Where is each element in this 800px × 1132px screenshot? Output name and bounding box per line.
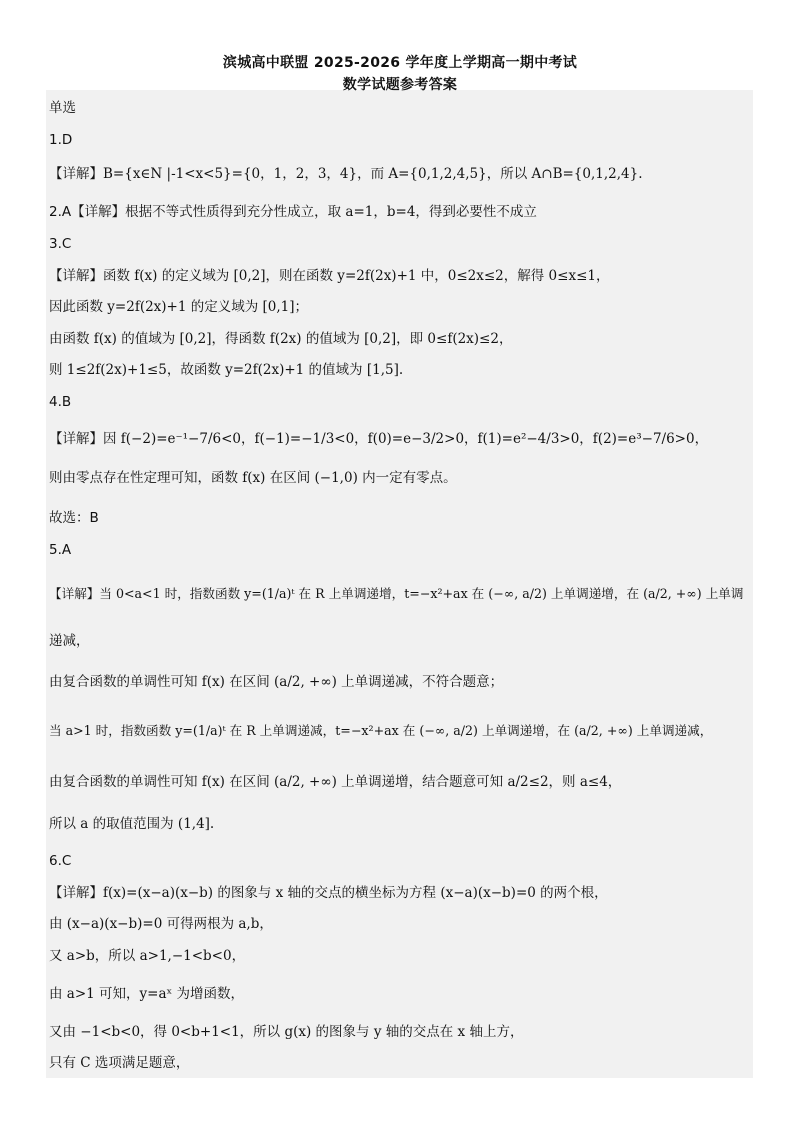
q5-line-4: 当 a>1 时，指数函数 y=(1/a)ᵗ 在 R 上单调递减，t=−x²+ax 在 (−∞, a/2) 上单调递增，在 (a/2, +∞) 上单调递减， (49, 723, 713, 738)
q4-text-1: 因 f(−2)=e⁻¹−7/6<0，f(−1)=−1/3<0，f(0)=e−3/2>0，f(1)=e²−4/3>0，f(2)=e³−7/6>0， (103, 431, 709, 447)
detail-tag: 【详解】 (49, 885, 103, 901)
answer-6: 6.C (49, 853, 72, 869)
q3-line-2: 因此函数 y=2f(2x)+1 的定义域为 [0,1]； (49, 299, 309, 315)
detail-tag: 【详解】 (49, 268, 103, 284)
q4-line-2: 则由零点存在性定理可知，函数 f(x) 在区间 (−1,0) 内一定有零点。 (49, 470, 457, 486)
q5-line-5: 由复合函数的单调性可知 f(x) 在区间 (a/2, +∞) 上单调递增，结合题意可知 a/2≤2，则 a≤4， (49, 774, 622, 790)
answer-3: 3.C (49, 236, 72, 252)
q3-text-1: 函数 f(x) 的定义域为 [0,2]，则在函数 y=2f(2x)+1 中，0≤2x≤2，解得 0≤x≤1， (103, 268, 610, 284)
q1-detail (49, 165, 643, 183)
q6-line-2: 由 (x−a)(x−b)=0 可得两根为 a,b， (49, 916, 273, 932)
detail-tag: 【详解】 (49, 586, 100, 601)
q6-line-3: 又 a>b，所以 a>1,−1<b<0， (49, 948, 246, 964)
title-line-2: 数学试题参考答案 (342, 77, 458, 93)
section-label: 单选 (49, 100, 76, 116)
q6-line-1 (49, 884, 608, 902)
answer-4: 4.B (49, 394, 72, 410)
answer-5: 5.A (49, 542, 72, 558)
q6-line-4: 由 a>1 可知，y=aˣ 为增函数， (49, 986, 245, 1002)
title-line-1: 滨城高中联盟 2025-2026 学年度上学期高一期中考试 (222, 55, 578, 71)
detail-tag: 【详解】 (49, 431, 103, 447)
q6-text-1: f(x)=(x−a)(x−b) 的图象与 x 轴的交点的横坐标为方程 (x−a)(x−b)=0 的两个根， (103, 885, 608, 901)
q3-line-3: 由函数 f(x) 的值域为 [0,2]，得函数 f(2x) 的值域为 [0,2]，即 0≤f(2x)≤2， (49, 331, 513, 347)
q6-line-6: 只有 C 选项满足题意， (49, 1055, 190, 1071)
q6-line-5: 又由 −1<b<0，得 0<b+1<1，所以 g(x) 的图象与 y 轴的交点在 x 轴上方， (49, 1024, 524, 1040)
q1-text: B={x∈N |-1<x<5}={0，1，2，3，4}，而 A={0,1,2,4,5}，所以 A∩B={0,1,2,4}. (103, 166, 643, 182)
answer-1: 1.D (49, 132, 73, 148)
q5-line-6: 所以 a 的取值范围为 (1,4]. (49, 816, 215, 832)
q5-line-3: 由复合函数的单调性可知 f(x) 在区间 (a/2, +∞) 上单调递减，不符合题意； (49, 674, 504, 690)
q2-line (49, 203, 537, 221)
detail-tag: 【详解】 (49, 166, 103, 182)
q5-line-2: 递减， (49, 633, 90, 649)
q3-line-1 (49, 267, 609, 285)
q5-text-1: 当 0<a<1 时，指数函数 y=(1/a)ᵗ 在 R 上单调递增，t=−x²+ax 在 (−∞, a/2) 上单调递增，在 (a/2, +∞) 上单调 (99, 586, 744, 601)
answer-2: 2.A (49, 204, 72, 220)
q5-line-1 (49, 585, 744, 603)
q3-line-4: 则 1≤2f(2x)+1≤5，故函数 y=2f(2x)+1 的值域为 [1,5]. (49, 362, 404, 378)
detail-tag: 【详解】 (71, 204, 126, 220)
q4-line-1 (49, 430, 708, 448)
q4-line-3: 故选：B (49, 510, 99, 526)
q2-text: 根据不等式性质得到充分性成立，取 a=1，b=4，得到必要性不成立 (125, 204, 537, 220)
